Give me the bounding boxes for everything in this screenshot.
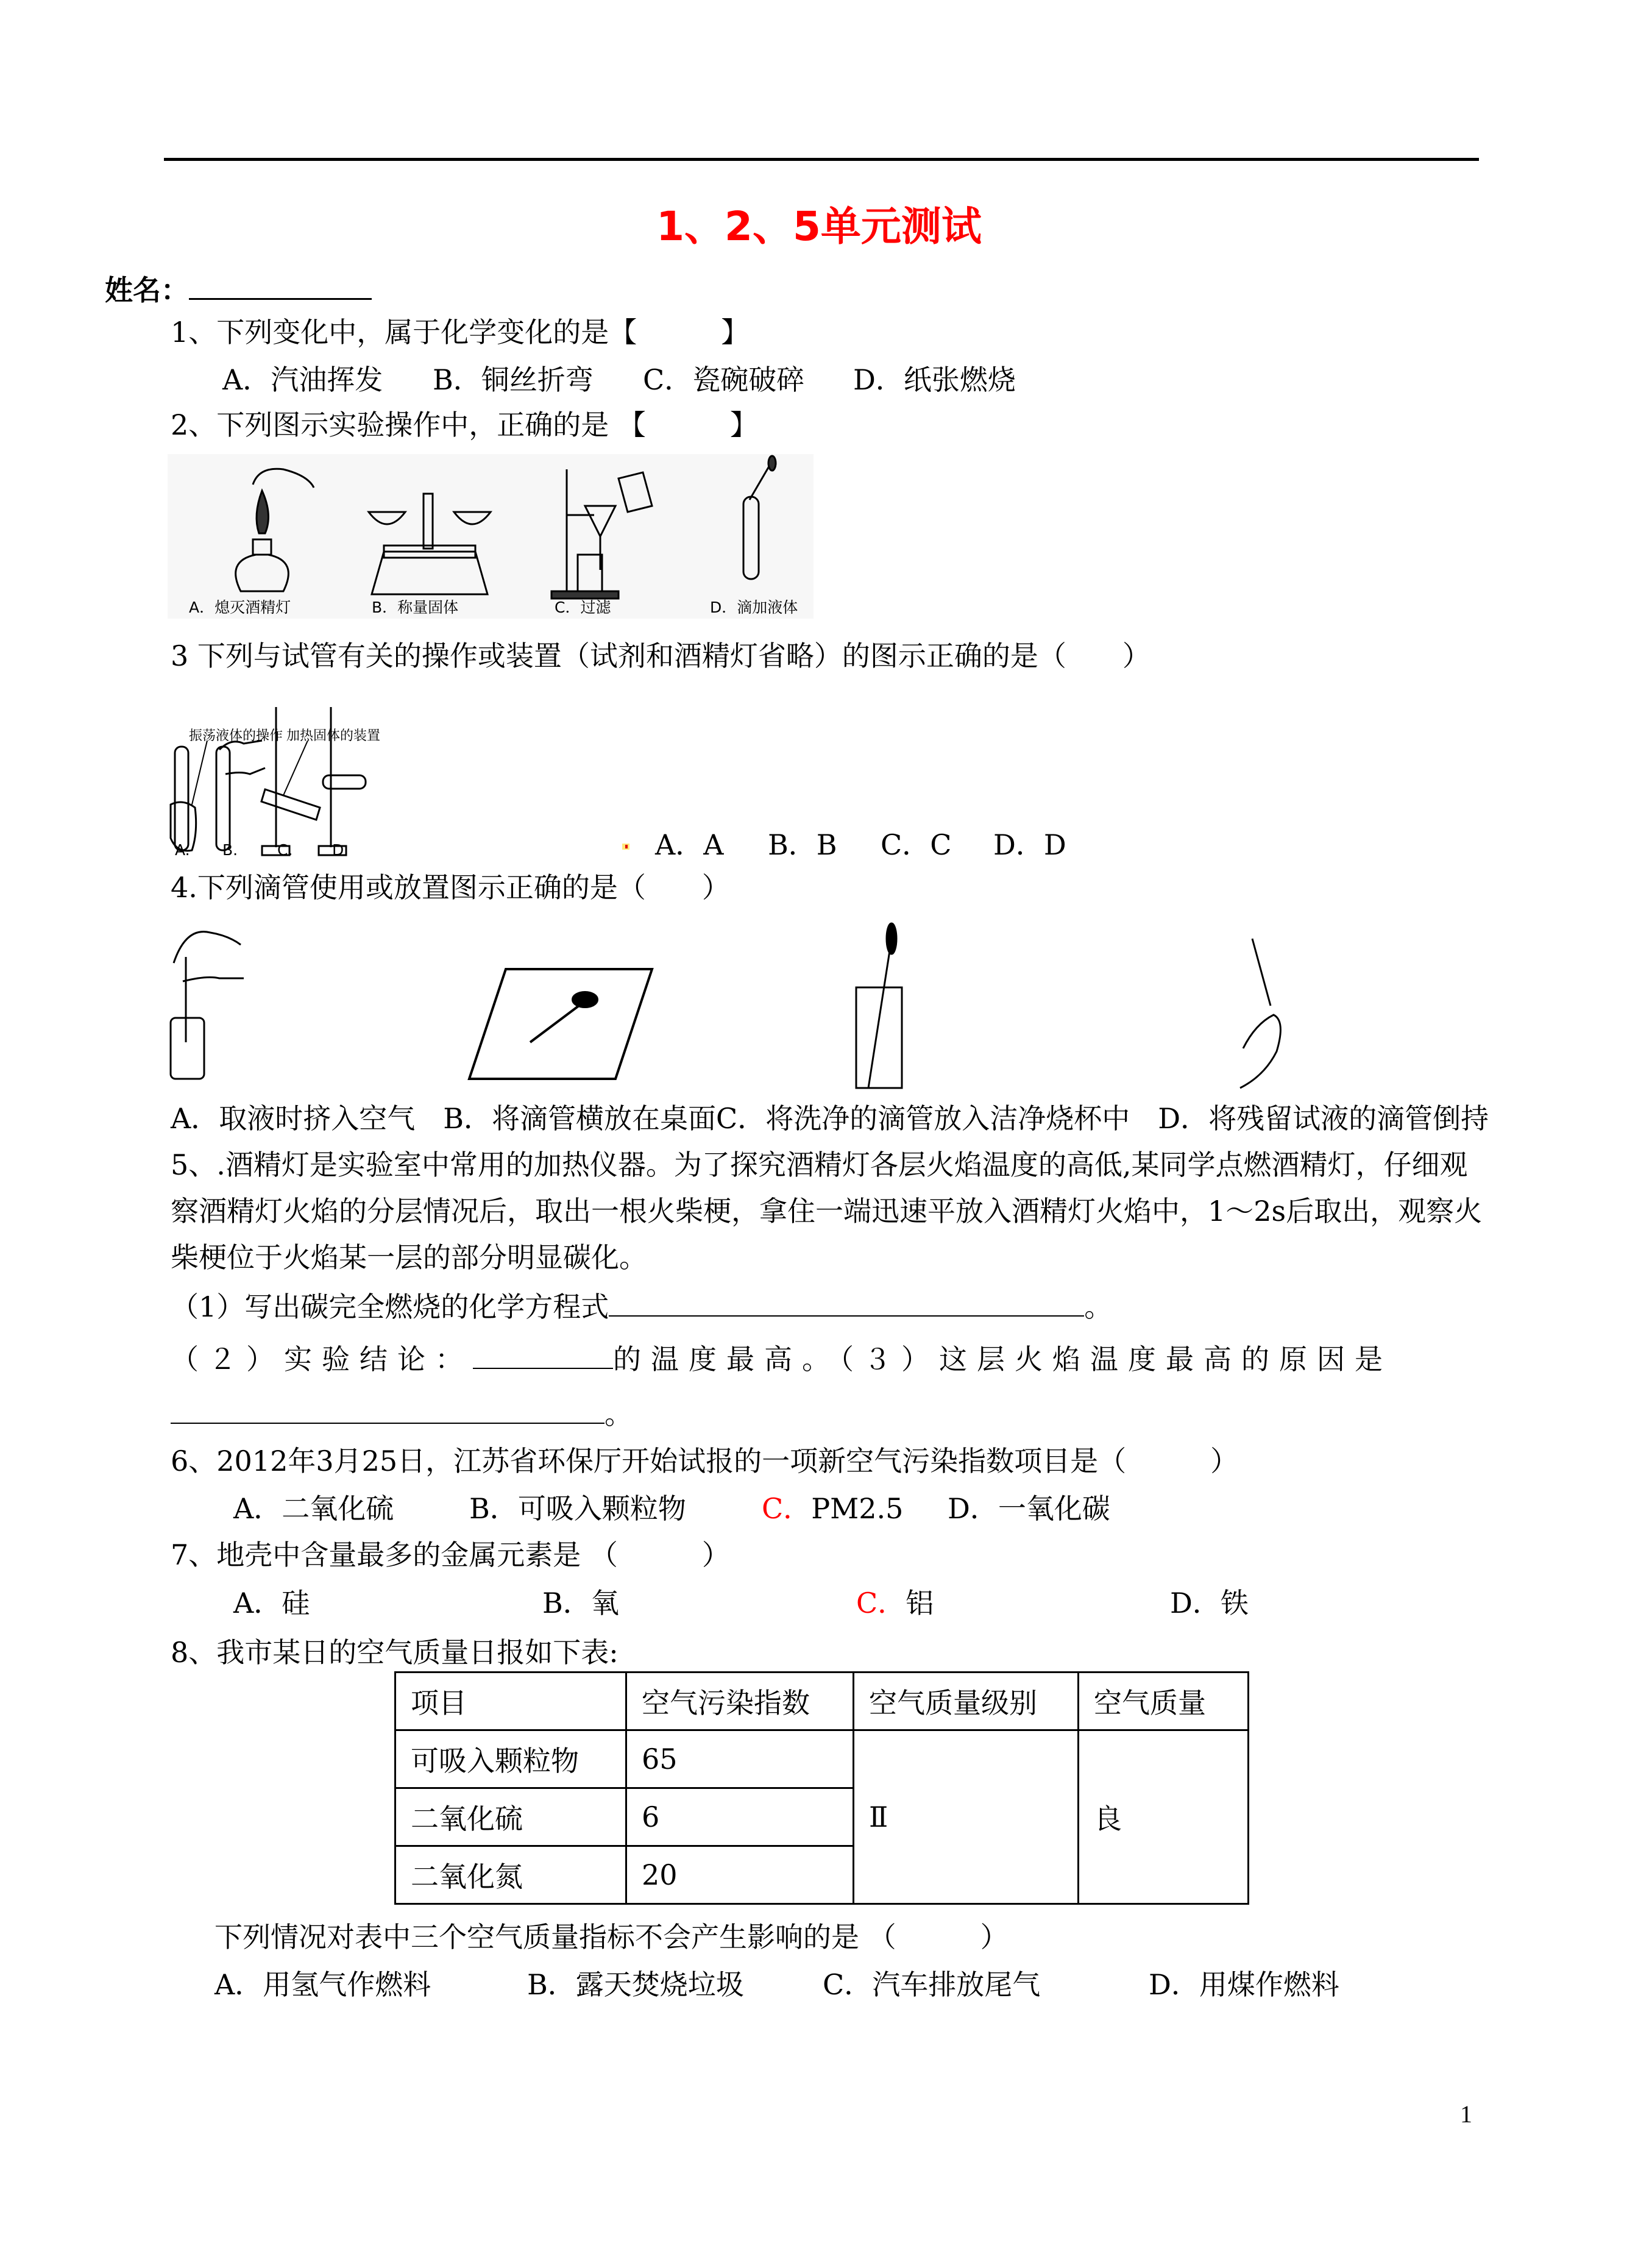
table-cell-index: 20: [626, 1846, 854, 1904]
name-label: 姓名：: [105, 274, 189, 307]
question-6-stem: 6、2012年3月25日，江苏省环保厅开始试报的一项新空气污染指数项目是（ ）: [171, 1445, 1239, 1477]
q5-sub2-text-a: （２）实验结论：: [171, 1343, 473, 1376]
table-cell-index: 65: [626, 1730, 854, 1788]
q8-option-d[interactable]: D．用煤作燃料: [1149, 1968, 1339, 2001]
anchor-marker-icon: [622, 844, 629, 850]
q7-option-a-letter: A．: [233, 1587, 282, 1619]
q1-option-d[interactable]: D．纸张燃烧: [853, 363, 1016, 396]
alcohol-lamp-icon: [236, 469, 314, 591]
q6-option-d[interactable]: [948, 1491, 1110, 1526]
q7-option-b[interactable]: [542, 1586, 619, 1620]
q5-sub3: [171, 1397, 633, 1431]
question-1-stem: 1、下列变化中，属于化学变化的是【 】: [171, 316, 750, 349]
q3-label-a: A.: [175, 841, 190, 859]
q3-option-d[interactable]: D．D: [993, 828, 1066, 861]
q5-sub3-answer-blank[interactable]: [171, 1398, 604, 1424]
q5-line-2: 察酒精灯火焰的分层情况后，取出一根火柴梗，拿住一端迅速平放入酒精灯火焰中，1～2s后取出，观察火: [171, 1195, 1483, 1228]
q6-option-d-letter: D．: [948, 1492, 998, 1525]
header-rule: [164, 158, 1479, 161]
dropper-in-bottle-icon: [171, 932, 244, 1079]
q5-line-3: 柴梗位于火焰某一层的部分明显碳化。: [171, 1241, 647, 1274]
table-row: [395, 1730, 1249, 1788]
question-8-stem: 8、我市某日的空气质量日报如下表:: [171, 1636, 619, 1669]
q5-line-1: 5、.酒精灯是实验室中常用的加热仪器。为了探究酒精灯各层火焰温度的高低,某同学点燃酒精灯，仔细观: [171, 1148, 1468, 1181]
q3-label-d: D.: [332, 841, 349, 859]
dropper-inverted-hand-icon: [1240, 939, 1280, 1088]
q4-options[interactable]: A．取液时挤入空气 B．将滴管横放在桌面C．将洗净的滴管放入洁净烧杯中 D．将残留试液的滴管倒持: [171, 1102, 1489, 1135]
balance-scale-icon: [369, 494, 491, 594]
q3-callout-heating: 加热固体的装置: [286, 728, 381, 744]
q7-option-c-letter: C．: [856, 1587, 906, 1619]
dropper-on-table-icon: [469, 969, 652, 1079]
table-cell-item: 可吸入颗粒物: [395, 1730, 626, 1788]
q2-caption-a: A．熄灭酒精灯: [189, 599, 291, 616]
q3-callout-shaking: 振荡液体的操作: [189, 728, 283, 744]
q6-option-c-letter: C．: [762, 1492, 812, 1525]
q2-caption-c: C．过滤: [555, 599, 611, 616]
page-title: 1、2、5单元测试: [656, 203, 982, 250]
q1-option-b[interactable]: B．铜丝折弯: [433, 363, 594, 396]
table-cell-item: 二氧化硫: [395, 1788, 626, 1846]
q7-option-d-letter: D．: [1170, 1587, 1221, 1619]
question-3-stem: 3 下列与试管有关的操作或装置（试剂和酒精灯省略）的图示正确的是（ ）: [171, 639, 1150, 672]
q8-option-a[interactable]: A．用氢气作燃料: [214, 1968, 431, 2001]
air-quality-table: [394, 1671, 1249, 1905]
question-2-stem: 2、下列图示实验操作中，正确的是 【 】: [171, 408, 758, 441]
q8-followup: 下列情况对表中三个空气质量指标不会产生影响的是 （ ）: [214, 1921, 1009, 1953]
q5-sub2-text-b: 的温度最高。（３）这层火焰温度最高的原因是: [613, 1343, 1392, 1376]
q6-option-a-letter: A．: [233, 1492, 282, 1525]
q5-sub2: [171, 1342, 1392, 1376]
q4-figure: [165, 920, 1322, 1091]
q2-figure-drawings: [168, 454, 814, 619]
q1-option-c[interactable]: C．瓷碗破碎: [643, 363, 805, 396]
q2-figure: [168, 454, 814, 619]
q3-option-b[interactable]: B．B: [768, 828, 837, 861]
q4-figure-drawings: [165, 920, 1322, 1091]
q5-sub2-answer-blank[interactable]: [473, 1343, 613, 1369]
q6-option-b-text: 可吸入颗粒物: [517, 1492, 686, 1525]
table-header: 空气质量: [1079, 1673, 1249, 1730]
q6-option-c-text: PM2.5: [811, 1492, 904, 1525]
q7-option-a-text: 硅: [282, 1587, 310, 1619]
q5-sub1-text: （1）写出碳完全燃烧的化学方程式: [171, 1290, 609, 1323]
name-blank[interactable]: [189, 274, 372, 300]
q7-option-a[interactable]: [233, 1586, 310, 1620]
table-header: 空气污染指数: [626, 1673, 854, 1730]
filter-stand-icon: [551, 469, 652, 599]
q3-figure-drawings: [168, 677, 631, 866]
q3-figure: [168, 677, 631, 866]
table-header: 项目: [395, 1673, 626, 1730]
question-7-stem: 7、地壳中含量最多的金属元素是 （ ）: [171, 1538, 730, 1571]
q6-option-b[interactable]: [469, 1491, 686, 1526]
table-header-row: [395, 1673, 1249, 1730]
q3-option-a[interactable]: A．A: [655, 828, 724, 861]
q5-sub1-answer-blank[interactable]: [609, 1291, 1084, 1317]
q6-option-c[interactable]: [762, 1491, 903, 1526]
table-cell-index: 6: [626, 1788, 854, 1846]
page-number: 1: [1460, 2100, 1472, 2128]
test-tube-hand-b-icon: [216, 741, 265, 850]
dropper-in-beaker-icon: [856, 923, 902, 1088]
q6-option-a[interactable]: [233, 1491, 394, 1526]
name-field[interactable]: [105, 268, 372, 308]
table-cell-quality: 良: [1079, 1730, 1249, 1904]
table-header: 空气质量级别: [854, 1673, 1079, 1730]
q6-option-d-text: 一氧化碳: [998, 1492, 1110, 1525]
q7-option-d-text: 铁: [1220, 1587, 1249, 1619]
q2-caption-d: D．滴加液体: [710, 599, 798, 616]
test-tube-hand-a-icon: [171, 747, 196, 851]
q1-option-a[interactable]: A．汽油挥发: [222, 363, 383, 396]
q5-sub1-period: 。: [1084, 1290, 1113, 1323]
q5-sub3-period: 。: [604, 1398, 633, 1431]
q6-option-a-text: 二氧化硫: [282, 1492, 394, 1525]
q2-caption-b: B．称量固体: [372, 599, 459, 616]
q7-option-c-text: 铝: [906, 1587, 934, 1619]
test-tube-dropper-icon: [743, 456, 776, 579]
q7-option-b-text: 氧: [590, 1587, 619, 1619]
table-cell-level: Ⅱ: [854, 1730, 1079, 1904]
q6-option-b-letter: B．: [469, 1492, 518, 1525]
q7-option-b-letter: B．: [542, 1587, 591, 1619]
q7-option-c[interactable]: [856, 1586, 934, 1620]
q3-label-c: C.: [277, 841, 293, 859]
q8-option-b[interactable]: B．露天焚烧垃圾: [527, 1968, 744, 2001]
question-4-stem: 4.下列滴管使用或放置图示正确的是（ ）: [171, 871, 730, 904]
q7-option-d[interactable]: [1170, 1586, 1249, 1620]
q3-option-c[interactable]: C．C: [881, 828, 952, 861]
q8-option-c[interactable]: C．汽车排放尾气: [823, 1968, 1041, 2001]
q5-sub1: [171, 1290, 1112, 1324]
q3-label-b: B.: [222, 841, 238, 859]
table-cell-item: 二氧化氮: [395, 1846, 626, 1904]
